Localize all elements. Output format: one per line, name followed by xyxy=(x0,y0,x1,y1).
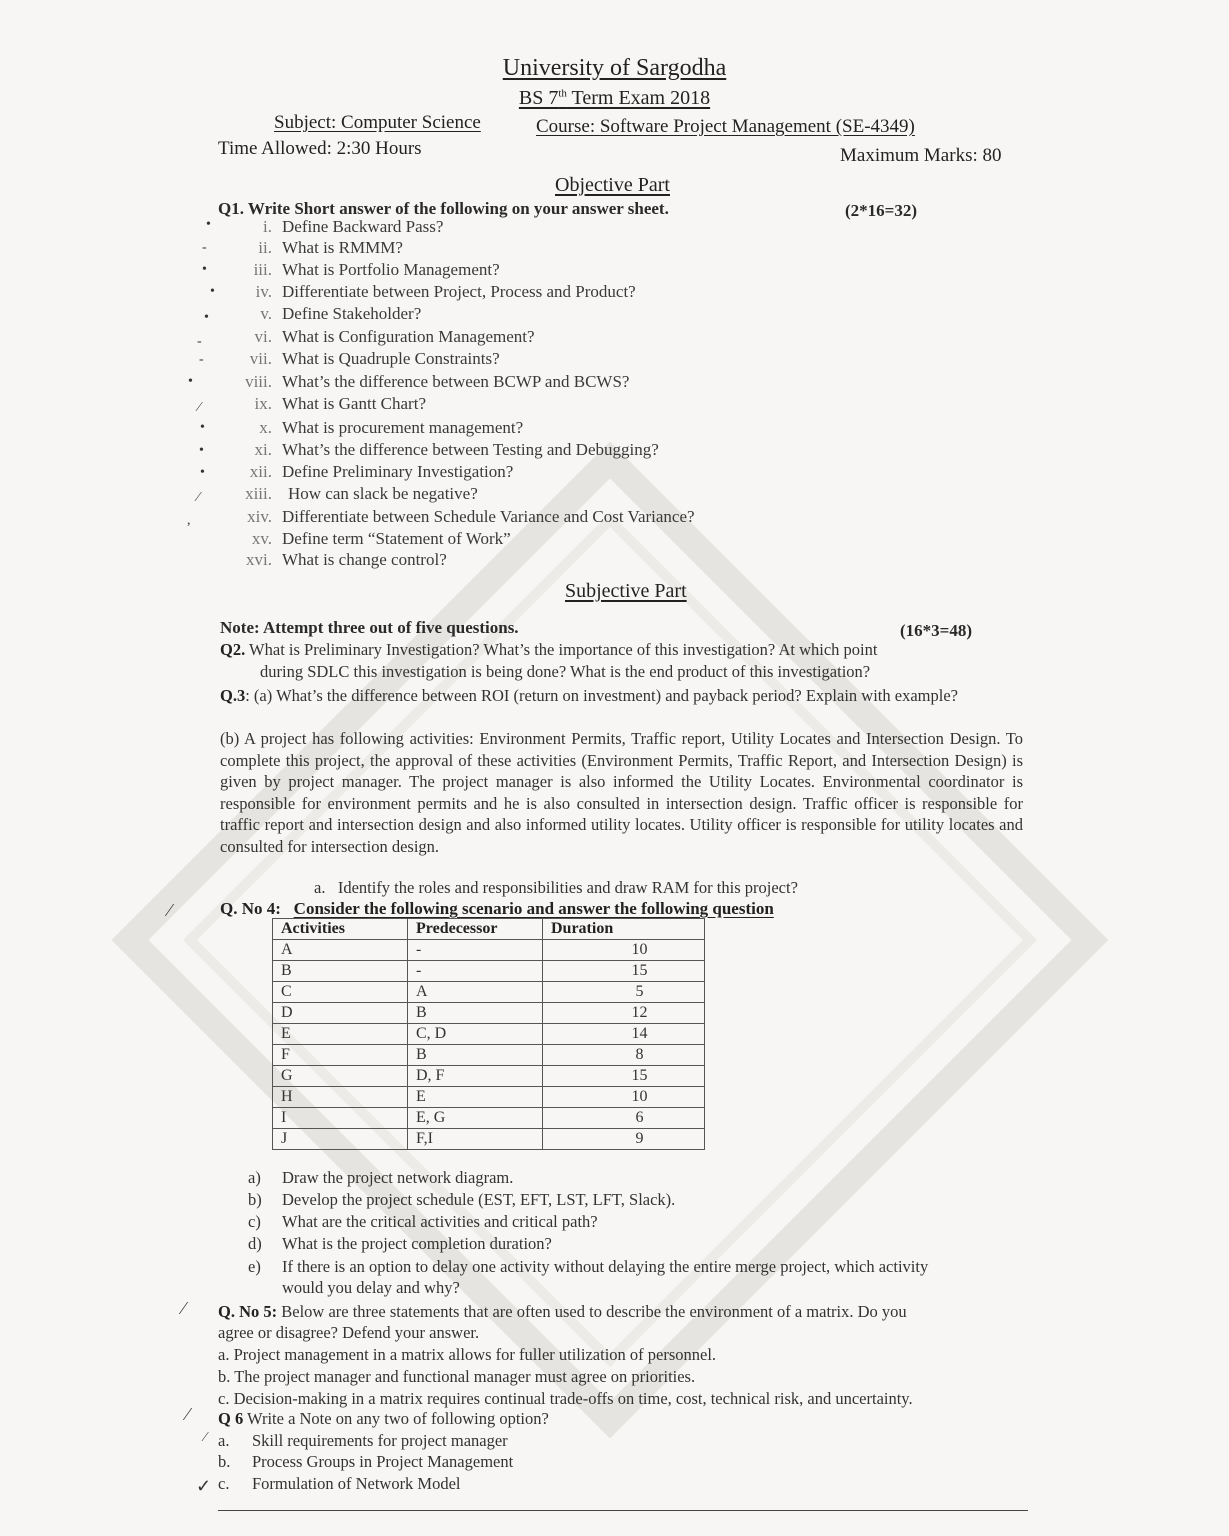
table-header-row xyxy=(273,919,705,940)
duration-cell: 5 xyxy=(543,982,705,1003)
table-row xyxy=(273,1087,705,1108)
pen-mark-icon: - xyxy=(197,334,202,349)
table-row xyxy=(273,940,705,961)
activity-cell: A xyxy=(273,940,408,961)
pen-mark-icon: - xyxy=(199,352,204,367)
maximum-marks: Maximum Marks: 80 xyxy=(840,145,1002,166)
pen-mark-icon: ⁄ xyxy=(204,1430,207,1445)
q2-line2: during SDLC this investigation is being done? What is the end product of this investigation? xyxy=(260,662,871,681)
subjective-note: Note: Attempt three out of five questions. xyxy=(220,618,519,637)
table-row xyxy=(273,1024,705,1045)
duration-cell: 8 xyxy=(543,1045,705,1066)
pen-mark-icon: ⁄ xyxy=(182,1298,186,1318)
activity-cell: B xyxy=(273,961,408,982)
duration-cell: 15 xyxy=(543,1066,705,1087)
predecessor-cell: B xyxy=(408,1003,543,1024)
column-header: Activities xyxy=(273,919,408,940)
activity-cell: F xyxy=(273,1045,408,1066)
pen-mark-icon: • xyxy=(202,262,207,277)
activities-table xyxy=(272,918,705,1150)
table-row xyxy=(273,961,705,982)
duration-cell: 14 xyxy=(543,1024,705,1045)
duration-cell: 6 xyxy=(543,1108,705,1129)
q5-statement: a. Project management in a matrix allows for fuller utilization of personnel. xyxy=(218,1345,717,1364)
q4-heading: Q. No 4: Consider the following scenario and answer the following question xyxy=(220,899,774,918)
q3-part-b: (b) A project has following activities: Environment Permits, Traffic report, Utility Locates and Intersection Design. To complete this project, the approval of these activities (Environment Permits, Traffic Report, and Intersection Design) is given by project manager. The project manager is also informed the Utility Locates. Environmental coordinator is responsible for environment permits and he is also consulted in intersection design. Traffic officer is responsible for traffic report and intersection design and also informed utility locates. Utility officer is responsible for utility locates and consulted for intersection design. xyxy=(220,729,1023,856)
pen-mark-icon: • xyxy=(200,465,205,480)
predecessor-cell: - xyxy=(408,961,543,982)
university-title: University of Sargodha xyxy=(502,55,727,81)
exam-title: BS 7th Term Exam 2018 xyxy=(518,87,711,109)
predecessor-cell: - xyxy=(408,940,543,961)
column-header: Predecessor xyxy=(408,919,543,940)
pen-mark-icon: • xyxy=(199,443,204,458)
pen-mark-icon: • xyxy=(210,284,215,299)
duration-cell: 10 xyxy=(543,1087,705,1108)
q5-statement: b. The project manager and functional manager must agree on priorities. xyxy=(218,1367,696,1386)
activity-cell: J xyxy=(273,1129,408,1150)
activity-cell: D xyxy=(273,1003,408,1024)
predecessor-cell: C, D xyxy=(408,1024,543,1045)
table-row xyxy=(273,1108,705,1129)
q3-subquestion: a. Identify the roles and responsibilities and draw RAM for this project? xyxy=(314,878,798,897)
duration-cell: 9 xyxy=(543,1129,705,1150)
q5-statement: c. Decision-making in a matrix requires continual trade-offs on time, cost, technical risk, and uncertainty. xyxy=(218,1389,913,1408)
duration-cell: 12 xyxy=(543,1003,705,1024)
pen-mark-icon: • xyxy=(188,374,193,389)
duration-cell: 10 xyxy=(543,940,705,961)
predecessor-cell: D, F xyxy=(408,1066,543,1087)
objective-part-title: Objective Part xyxy=(555,174,670,196)
pen-mark-icon: • xyxy=(200,420,205,435)
course-label: Course: Software Project Management (SE-4349) xyxy=(536,116,915,137)
table-row xyxy=(273,982,705,1003)
duration-cell: 15 xyxy=(543,961,705,982)
table-row xyxy=(273,1045,705,1066)
pen-mark-icon: - xyxy=(202,240,207,255)
table-row xyxy=(273,1129,705,1150)
pen-mark-icon: ⁄ xyxy=(186,1404,190,1424)
q5-line2: agree or disagree? Defend your answer. xyxy=(218,1323,480,1342)
activity-cell: C xyxy=(273,982,408,1003)
footer-divider xyxy=(218,1510,1028,1511)
pen-mark-icon: ⁄ xyxy=(197,490,200,505)
pen-mark-icon: ⁄ xyxy=(198,400,201,415)
table-row xyxy=(273,1066,705,1087)
predecessor-cell: E xyxy=(408,1087,543,1108)
q3-part-a: Q.3: (a) What’s the difference between ROI (return on investment) and payback period? Explain with example? xyxy=(220,686,958,705)
subject-label: Subject: Computer Science xyxy=(274,112,481,133)
activity-cell: H xyxy=(273,1087,408,1108)
predecessor-cell: A xyxy=(408,982,543,1003)
q5-line1: Q. No 5: Below are three statements that are often used to describe the environment of a matrix. Do you xyxy=(218,1302,907,1321)
predecessor-cell: B xyxy=(408,1045,543,1066)
q2-line1: Q2. What is Preliminary Investigation? What’s the importance of this investigation? At which point xyxy=(220,640,878,659)
table-row xyxy=(273,1003,705,1024)
activity-cell: G xyxy=(273,1066,408,1087)
q1-heading: Q1. Write Short answer of the following on your answer sheet. xyxy=(218,199,669,218)
q6-heading: Q 6 Write a Note on any two of following option? xyxy=(218,1409,549,1428)
pen-mark-icon: • xyxy=(206,217,211,232)
column-header: Duration xyxy=(543,919,705,940)
activity-cell: E xyxy=(273,1024,408,1045)
checkmark-icon: ✓ xyxy=(196,1476,212,1496)
predecessor-cell: F,I xyxy=(408,1129,543,1150)
pen-mark-icon: , xyxy=(187,513,191,528)
activity-cell: I xyxy=(273,1108,408,1129)
pen-mark-icon: ⁄ xyxy=(168,900,172,920)
predecessor-cell: E, G xyxy=(408,1108,543,1129)
subjective-marks: (16*3=48) xyxy=(900,621,973,640)
subjective-part-title: Subjective Part xyxy=(565,580,687,602)
pen-mark-icon: • xyxy=(204,310,209,325)
time-allowed: Time Allowed: 2:30 Hours xyxy=(218,138,422,159)
q1-marks: (2*16=32) xyxy=(845,201,918,220)
